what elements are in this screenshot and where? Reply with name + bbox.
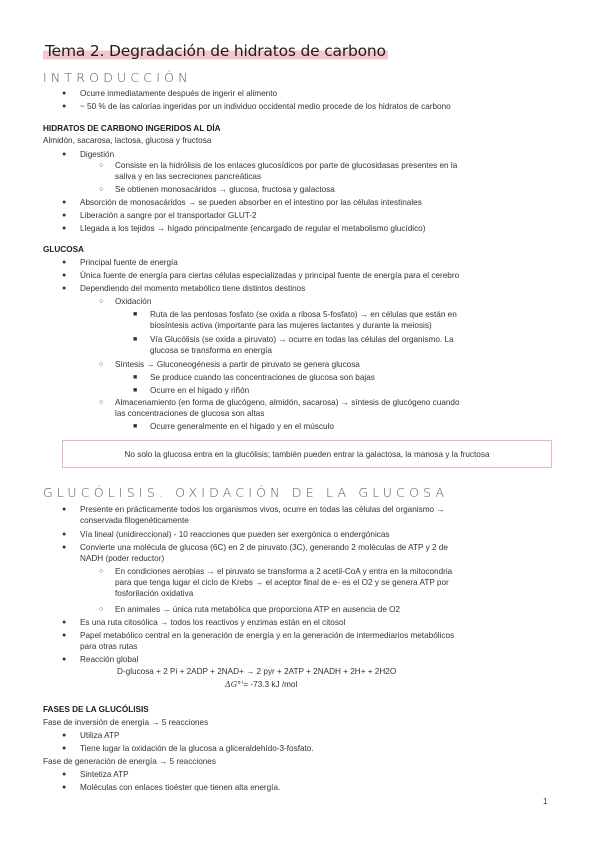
aerobias-line-2: para que tenga lugar el ciclo de Krebs → el aceptor final de e- es el O2 y se genera ATP por bbox=[115, 578, 449, 587]
sintesis-sub-1: Se produce cuando las concentraciones de glucosa son bajas bbox=[150, 373, 375, 382]
sintesis-sub-2: Ocurre en el hígado y riñón bbox=[150, 386, 250, 395]
fases-heading: FASES DE LA GLUCÓLISIS bbox=[43, 705, 149, 714]
ingeridos-subtitle: Almidón, sacarosa, lactosa, glucosa y fructosa bbox=[43, 136, 212, 145]
almacenamiento-sub-1: Ocurre generalmente en el hígado y en el músculo bbox=[150, 422, 334, 431]
bullet-circle: ○ bbox=[99, 399, 104, 406]
bullet-circle: ○ bbox=[99, 606, 104, 613]
aerobias-line-1: En condiciones aerobias → el piruvato se transforma a 2 acetil-CoA y entra en la mitocondria bbox=[115, 567, 453, 576]
bullet-dot: ● bbox=[62, 656, 67, 663]
glucolisis-bullet-4: Es una ruta citosólica → todos los reactivos y enzimas están en el citosol bbox=[80, 618, 346, 627]
bullet-circle: ○ bbox=[99, 162, 104, 169]
fase-inversion-bullet-1: Utiliza ATP bbox=[80, 731, 120, 740]
bullet-dot: ● bbox=[62, 771, 67, 778]
bullet-dot: ● bbox=[62, 506, 67, 513]
almacenamiento-line-1: Almacenamiento (en forma de glucógeno, almidón, sacarosa) → síntesis de glucógeno cuando bbox=[115, 398, 460, 407]
almacenamiento-line-2: las concentraciones de glucosa son altas bbox=[115, 409, 265, 418]
glucolisis-bullet-3-line-1: Convierte una molécula de glucosa (6C) en 2 de piruvato (3C), generando 2 moléculas de ATP y 2 de bbox=[80, 543, 448, 552]
glucolisis-via-text bbox=[150, 334, 553, 356]
aerobias-text bbox=[115, 566, 553, 599]
ingeridos-heading: HIDRATOS DE CARBONO INGERIDOS AL DÍA bbox=[43, 124, 221, 133]
bullet-dot: ● bbox=[62, 272, 67, 279]
glucosa-heading: GLUCOSA bbox=[43, 245, 84, 254]
glucosa-bullet-2: Única fuente de energía para ciertas células especializadas y principal fuente de energía para el cerebro bbox=[80, 271, 460, 280]
bullet-square: ■ bbox=[133, 387, 138, 394]
digestion-sub-1-line-1: Consiste en la hidrólisis de los enlaces glucosídicos por parte de glucosidasas presentes en la bbox=[115, 161, 458, 170]
delta-g-number: = -73.3 kJ /mol bbox=[243, 680, 298, 689]
digestion-sub-2: Se obtienen monosacáridos → glucosa, fructosa y galactosa bbox=[115, 185, 335, 194]
ingeridos-bullet-absorcion: Absorción de monosacáridos → se pueden absorber en el intestino por las células intestinales bbox=[80, 198, 422, 207]
bullet-square: ■ bbox=[133, 311, 138, 318]
pentosas-text bbox=[150, 309, 553, 331]
glucolisis-bullet-5-line-2: para otras rutas bbox=[80, 642, 138, 651]
almacenamiento-text bbox=[115, 397, 553, 419]
bullet-dot: ● bbox=[62, 784, 67, 791]
digestion-sub-1 bbox=[115, 160, 553, 182]
glucolisis-via-line-2: glucosa se transforma en energía bbox=[150, 346, 272, 355]
glucolisis-bullet-1-line-2: conservada filogenéticamente bbox=[80, 516, 189, 525]
glucosa-sintesis: Síntesis → Gluconeogénesis a partir de piruvato se genera glucosa bbox=[115, 360, 360, 369]
pentosas-line-2: biosíntesis activa (importante para las mujeres lactantes y durante la meiosis) bbox=[150, 321, 432, 330]
bullet-dot: ● bbox=[62, 225, 67, 232]
bullet-dot: ● bbox=[62, 285, 67, 292]
intro-bullet-2: ~ 50 % de las calorías ingeridas por un individuo occidental medio procede de los hidratos de carbono bbox=[80, 102, 451, 111]
bullet-dot: ● bbox=[62, 199, 67, 206]
bullet-dot: ● bbox=[62, 745, 67, 752]
glucosa-bullet-1: Principal fuente de energía bbox=[80, 258, 178, 267]
ingeridos-bullet-llegada: Llegada a los tejidos → hígado principalmente (encargado de regular el metabolismo glucídico) bbox=[80, 224, 426, 233]
bullet-dot: ● bbox=[62, 619, 67, 626]
intro-heading: INTRODUCCIÓN bbox=[43, 70, 192, 85]
bullet-circle: ○ bbox=[99, 568, 104, 575]
fase-generacion: Fase de generación de energía → 5 reacciones bbox=[43, 757, 216, 766]
title-container bbox=[43, 42, 388, 61]
page-title: Tema 2. Degradación de hidratos de carbono bbox=[45, 42, 386, 60]
glucolisis-bullet-6: Reacción global bbox=[80, 655, 139, 664]
glucolisis-bullet-1 bbox=[80, 504, 553, 526]
bullet-circle: ○ bbox=[99, 298, 104, 305]
note-box bbox=[62, 440, 552, 468]
ingeridos-bullet-liberacion: Liberación a sangre por el transportador GLUT-2 bbox=[80, 211, 257, 220]
animales-text: En animales → única ruta metabólica que proporciona ATP en ausencia de O2 bbox=[115, 605, 401, 614]
delta-g-symbol: ΔG°' bbox=[225, 680, 244, 689]
bullet-dot: ● bbox=[62, 212, 67, 219]
global-reaction-equation: D-glucosa + 2 Pi + 2ADP + 2NAD+ → 2 pyr + 2ATP + 2NADH + 2H+ + 2H2O bbox=[117, 667, 397, 676]
glucolisis-bullet-3 bbox=[80, 542, 553, 564]
bullet-dot: ● bbox=[62, 103, 67, 110]
digestion-sub-1-line-2: saliva y en las secreciones pancreáticas bbox=[115, 172, 262, 181]
bullet-dot: ● bbox=[62, 259, 67, 266]
fase-generacion-bullet-2: Moléculas con enlaces tioéster que tienen alta energía. bbox=[80, 783, 281, 792]
glucolisis-bullet-3-line-2: NADH (poder reductor) bbox=[80, 554, 165, 563]
glucosa-bullet-3: Dependiendo del momento metabólico tiene distintos destinos bbox=[80, 284, 306, 293]
fase-inversion-bullet-2: Tiene lugar la oxidación de la glucosa a gliceraldehído-3-fosfato. bbox=[80, 744, 314, 753]
fase-generacion-bullet-1: Sintetiza ATP bbox=[80, 770, 129, 779]
bullet-circle: ○ bbox=[99, 186, 104, 193]
bullet-dot: ● bbox=[62, 544, 67, 551]
glucosa-oxidacion: Oxidación bbox=[115, 297, 152, 306]
delta-g-value bbox=[225, 680, 297, 689]
bullet-circle: ○ bbox=[99, 361, 104, 368]
ingeridos-digestion: Digestión bbox=[80, 150, 115, 159]
bullet-dot: ● bbox=[62, 732, 67, 739]
glucolisis-heading: GLUCÓLISIS. OXIDACIÓN DE LA GLUCOSA bbox=[43, 485, 449, 500]
bullet-dot: ● bbox=[62, 151, 67, 158]
pentosas-line-1: Ruta de las pentosas fosfato (se oxida a ribosa 5-fosfato) → en células que están en bbox=[150, 310, 457, 319]
bullet-dot: ● bbox=[62, 90, 67, 97]
aerobias-line-3: fosforilación oxidativa bbox=[115, 589, 194, 598]
bullet-square: ■ bbox=[133, 374, 138, 381]
intro-bullet-1: Ocurre inmediatamente después de ingerir el alimento bbox=[80, 89, 278, 98]
glucolisis-bullet-2: Vía lineal (unidireccional) - 10 reacciones que pueden ser exergónica o endergónicas bbox=[80, 530, 390, 539]
glucolisis-bullet-5-line-1: Papel metabólico central en la generación de energía y en la generación de intermediarios metabólicos bbox=[80, 631, 455, 640]
bullet-square: ■ bbox=[133, 423, 138, 430]
note-text: No solo la glucosa entra en la glucólisis; también pueden entrar la galactosa, la manosa y la fructosa bbox=[124, 449, 490, 459]
bullet-dot: ● bbox=[62, 632, 67, 639]
page-number: 1 bbox=[543, 797, 548, 806]
fase-inversion: Fase de inversión de energía → 5 reacciones bbox=[43, 718, 209, 727]
bullet-dot: ● bbox=[62, 531, 67, 538]
glucolisis-bullet-5 bbox=[80, 630, 553, 652]
bullet-square: ■ bbox=[133, 336, 138, 343]
glucolisis-via-line-1: Vía Glucólisis (se oxida a piruvato) → ocurre en todas las células del organismo. La bbox=[150, 335, 454, 344]
glucolisis-bullet-1-line-1: Presente en prácticamente todos los organismos vivos, ocurre en todas las células del organismo → bbox=[80, 505, 445, 514]
